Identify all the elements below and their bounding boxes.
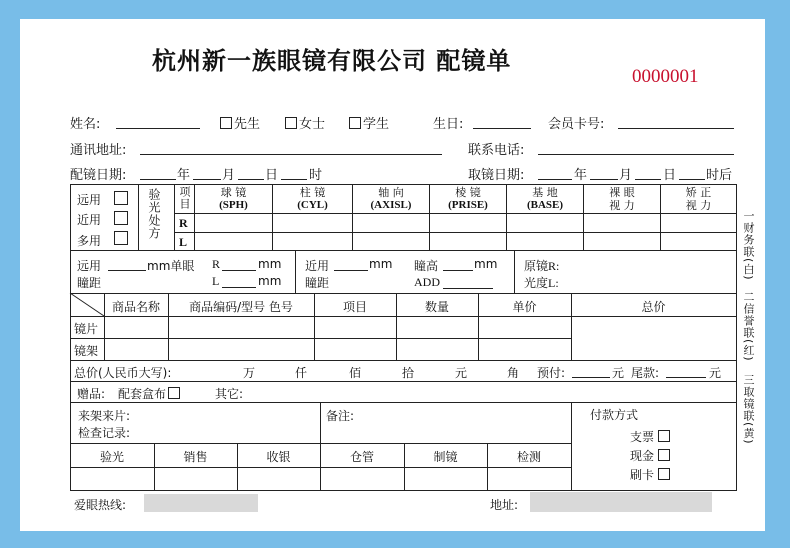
staff-warehouse: 仓管 [349,450,374,464]
pd-l-field[interactable] [222,287,256,288]
gift-case[interactable] [118,385,182,402]
pd-r-label: R [212,257,221,271]
pupil-height-mm: mm [474,257,498,271]
staff-cashier: 收银 [266,450,291,464]
header-unit-price: 单价 [512,300,537,314]
pd-l-mm: mm [258,274,282,288]
pd-far-label: 远用 [77,259,102,273]
prepay-label: 预付: [537,366,566,380]
col-prism-header [430,186,506,212]
unit-jiao: 角 [507,366,520,380]
col-axis-cn: 轴 向 [378,186,404,199]
usage-near-label: 近用 [77,213,102,227]
col-cyl-en: (CYL) [297,199,328,211]
fit-month-unit: 月 [222,168,236,183]
row-lens-label: 镜片 [74,322,99,336]
fit-day-unit: 日 [265,168,279,183]
prepay-yuan: 元 [612,366,625,380]
pickup-month-unit: 月 [619,168,633,183]
checkbox-icon[interactable] [658,468,670,480]
item-label: 项目 [178,186,191,210]
pd-near-mm: mm [369,257,393,271]
pd-mm-single-label: mm单眼 [147,259,195,273]
staff-sales: 销售 [183,450,208,464]
pay-cash-label: 现金 [630,449,655,463]
total-uppercase-label: 总价(人民币大写): [74,366,172,380]
birthday-label: 生日: [433,117,464,132]
usage-far-checkbox[interactable] [114,191,128,205]
col-cyl-cn: 柱 镜 [299,186,326,199]
header-product-name: 商品名称 [111,300,160,314]
payment-method-title: 付款方式 [590,408,639,422]
col-prism-cn: 棱 镜 [455,186,481,199]
left-eye-label: L [179,235,188,249]
col-base-en: (BASE) [526,199,564,211]
hotline-label: 爱眼热线: [74,498,127,512]
pickup-day-unit: 日 [663,168,677,183]
staff-inspection: 检测 [516,450,541,464]
header-item: 项目 [342,300,367,314]
hotline-value-redacted [144,494,258,512]
form-title: 杭州新一族眼镜有限公司 配镜单 [152,47,512,75]
row-frame-label: 镜架 [74,344,99,358]
title-ms-label: 女士 [299,117,326,132]
pay-card[interactable] [630,466,672,483]
member-card-label: 会员卡号: [548,117,605,132]
pd-near-label: 近用 [305,259,330,273]
col-sph-cn: 球 镜 [220,186,247,199]
col-sph-en: (SPH) [219,199,248,211]
header-product-code: 商品编码/型号 色号 [189,300,293,314]
col-corrected-vision-header [661,186,736,212]
pd-far-field[interactable] [108,270,146,271]
header-quantity: 数量 [424,300,449,314]
usage-far-label: 远用 [77,193,102,207]
pd-r-field[interactable] [222,270,256,271]
power-label [524,274,559,291]
col-corrected-vision-cn: 矫 正 [685,186,712,199]
remark-label: 备注: [326,409,355,423]
balance-label: 尾款: [631,366,660,380]
add-label: ADD [414,275,440,289]
staff-optometry: 验光 [99,450,124,464]
unit-shi: 拾 [402,366,415,380]
title-student-label: 学生 [363,117,390,132]
usage-multi-label: 多用 [77,234,102,248]
right-eye-label: R [179,216,188,230]
col-prism-en: (PRISE) [448,199,488,211]
header-total-price: 总价 [641,300,666,314]
col-axis-header [353,186,429,212]
col-axis-en: (AXISL) [370,199,412,211]
power-text: 光度 [524,276,549,290]
add-field[interactable] [443,288,493,289]
pd-near-pd-label: 瞳距 [305,276,330,290]
address-label: 通讯地址: [70,143,127,158]
address-value-redacted [530,492,712,512]
col-naked-vision-en: 视 力 [609,199,635,212]
col-sph-header [195,186,272,212]
pickup-year-unit: 年 [574,168,588,183]
usage-near-checkbox[interactable] [114,211,128,225]
checkbox-icon[interactable] [658,430,670,442]
pay-cash[interactable] [630,447,672,464]
pickup-hour-unit: 时后 [706,168,733,183]
fit-hour-unit: 时 [309,168,323,183]
serial-number: 0000001 [632,66,699,87]
pd-r-mm: mm [258,257,282,271]
balance-yuan: 元 [709,366,722,380]
phone-label: 联系电话: [468,143,525,158]
pd-near-field[interactable] [334,270,368,271]
name-label: 姓名: [70,117,101,132]
footer-address-label: 地址: [490,498,519,512]
pickup-date-label: 取镜日期: [468,168,525,183]
usage-multi-checkbox[interactable] [114,231,128,245]
col-base-header [507,186,583,212]
unit-wan: 万 [243,366,256,380]
copy-pickup-label: 三取镜联(黄) [742,374,755,445]
balance-field[interactable] [666,377,706,378]
gift-other-label: 其它: [215,387,244,401]
checkbox-icon[interactable] [168,387,180,399]
col-naked-vision-header [584,186,660,212]
pupil-height-label: 瞳高 [414,259,439,273]
unit-bai: 佰 [349,366,362,380]
staff-lens-making: 制镜 [433,450,458,464]
verify-prescription-label: 验光处方 [147,188,161,240]
gift-case-label: 配套盒布 [118,387,167,401]
title-mr-label: 先生 [234,117,261,132]
pd-l-label: L [212,274,220,288]
gift-label: 赠品: [77,387,106,401]
power-l: L: [548,276,559,290]
orig-lens-r: R: [548,259,560,273]
frame-lens-label: 来架来片: [78,409,131,423]
pay-check[interactable] [630,428,672,445]
pd-label: 瞳距 [77,276,102,290]
pupil-height-field[interactable] [443,270,473,271]
orig-lens-text: 原镜 [524,259,549,273]
col-naked-vision-cn: 裸 眼 [609,186,635,199]
pay-check-label: 支票 [630,430,655,444]
checkbox-icon[interactable] [658,449,670,461]
prepay-field[interactable] [572,377,610,378]
fit-date-label: 配镜日期: [70,168,127,183]
fit-year-unit: 年 [177,168,191,183]
col-corrected-vision-en: 视 力 [685,199,712,212]
unit-yuan: 元 [455,366,468,380]
unit-qian: 仟 [295,366,308,380]
copy-credit-label: 二信誉联(红) [742,291,755,362]
pay-card-label: 刷卡 [630,468,655,482]
col-base-cn: 基 地 [532,186,558,199]
col-cyl-header [273,186,352,212]
orig-lens-label [524,257,559,274]
copy-finance-label: 一财务联(白) [742,210,755,281]
check-record-label: 检查记录: [78,426,131,440]
